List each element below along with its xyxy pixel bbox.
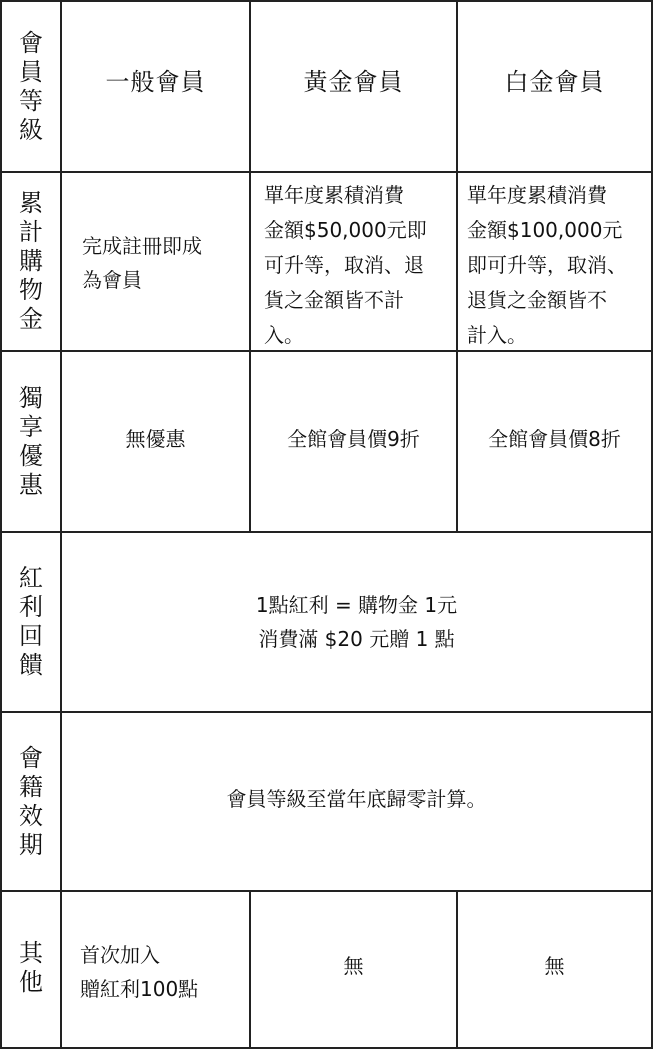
row-header-char: 效 bbox=[19, 801, 43, 830]
row-header-char: 員 bbox=[19, 57, 43, 86]
exclusive-general-cell bbox=[62, 352, 249, 531]
row-header-char: 優 bbox=[19, 441, 43, 470]
exclusive-platinum-text: 全館會員價8折 bbox=[488, 426, 621, 451]
row-header-validity bbox=[2, 713, 60, 890]
accumulate-gold-cell bbox=[264, 178, 454, 353]
text-line: 貨之金額皆不計 bbox=[264, 288, 404, 312]
text-line: 金額$50,000元即 bbox=[264, 218, 427, 242]
row-header-char: 等 bbox=[19, 86, 43, 115]
row-header-char: 累 bbox=[19, 189, 43, 217]
validity-text: 會員等級至當年底歸零計算。 bbox=[226, 786, 487, 811]
row-header-char: 紅 bbox=[19, 564, 43, 592]
validity-cell bbox=[62, 713, 651, 890]
bonus-cell bbox=[62, 533, 651, 711]
other-platinum-text: 無 bbox=[544, 953, 565, 978]
bonus-earn-text: 消費滿 $20 元贈 1 點 bbox=[258, 627, 455, 651]
other-gold-cell bbox=[251, 892, 456, 1047]
row-header-char: 會 bbox=[19, 743, 43, 772]
exclusive-platinum-cell bbox=[458, 352, 651, 531]
row-header-char: 計 bbox=[19, 218, 43, 246]
row-header-char: 期 bbox=[19, 830, 43, 859]
row-divider bbox=[0, 171, 653, 173]
row-header-bonus bbox=[2, 533, 60, 711]
accumulate-general-cell bbox=[82, 229, 247, 297]
text-line: 即可升等，取消、 bbox=[467, 253, 627, 277]
accumulate-platinum-cell bbox=[467, 178, 651, 353]
text-line: 為會員 bbox=[82, 268, 142, 292]
row-header-other bbox=[2, 892, 60, 1047]
row-header-char: 獨 bbox=[19, 383, 43, 412]
tier-general-label: 一般會員 bbox=[105, 68, 206, 96]
exclusive-gold-cell bbox=[251, 352, 456, 531]
row-header-tier bbox=[2, 2, 60, 171]
row-header-exclusive bbox=[2, 352, 60, 531]
exclusive-gold-text: 全館會員價9折 bbox=[287, 426, 420, 451]
tier-gold-cell bbox=[251, 2, 456, 171]
row-header-char: 回 bbox=[19, 622, 43, 650]
text-line: 退貨之金額皆不 bbox=[467, 288, 607, 312]
other-platinum-cell bbox=[458, 892, 651, 1047]
text-line: 贈紅利100點 bbox=[80, 977, 199, 1001]
tier-gold-label: 黃金會員 bbox=[303, 68, 404, 96]
text-line: 首次加入 bbox=[80, 943, 160, 967]
tier-platinum-label: 白金會員 bbox=[504, 68, 605, 96]
text-line: 可升等，取消、退 bbox=[264, 253, 424, 277]
row-header-char: 購 bbox=[19, 247, 43, 275]
row-header-char: 會 bbox=[19, 28, 43, 57]
row-header-char: 饋 bbox=[19, 651, 43, 679]
row-header-char: 利 bbox=[19, 593, 43, 621]
text-line: 計入。 bbox=[467, 323, 527, 347]
text-line: 單年度累積消費 bbox=[264, 183, 404, 207]
row-header-char: 金 bbox=[19, 305, 43, 333]
text-line: 金額$100,000元 bbox=[467, 218, 623, 242]
row-header-char: 其 bbox=[19, 938, 43, 967]
row-header-accumulate bbox=[2, 173, 60, 350]
row-header-char: 享 bbox=[19, 412, 43, 441]
text-line: 完成註冊即成 bbox=[82, 234, 202, 258]
row-header-char: 他 bbox=[19, 967, 43, 996]
text-line: 單年度累積消費 bbox=[467, 183, 607, 207]
row-header-char: 物 bbox=[19, 276, 43, 304]
tier-platinum-cell bbox=[458, 2, 651, 171]
bonus-rate-text: 1點紅利 = 購物金 1元 bbox=[255, 593, 458, 617]
row-header-char: 籍 bbox=[19, 772, 43, 801]
row-header-char: 惠 bbox=[19, 470, 43, 499]
text-line: 入。 bbox=[264, 323, 304, 347]
table-border-bottom bbox=[0, 1047, 653, 1049]
exclusive-general-text: 無優惠 bbox=[125, 426, 186, 451]
other-gold-text: 無 bbox=[343, 953, 364, 978]
row-header-char: 級 bbox=[19, 115, 43, 144]
tier-general-cell bbox=[62, 2, 249, 171]
other-general-cell bbox=[80, 938, 248, 1006]
